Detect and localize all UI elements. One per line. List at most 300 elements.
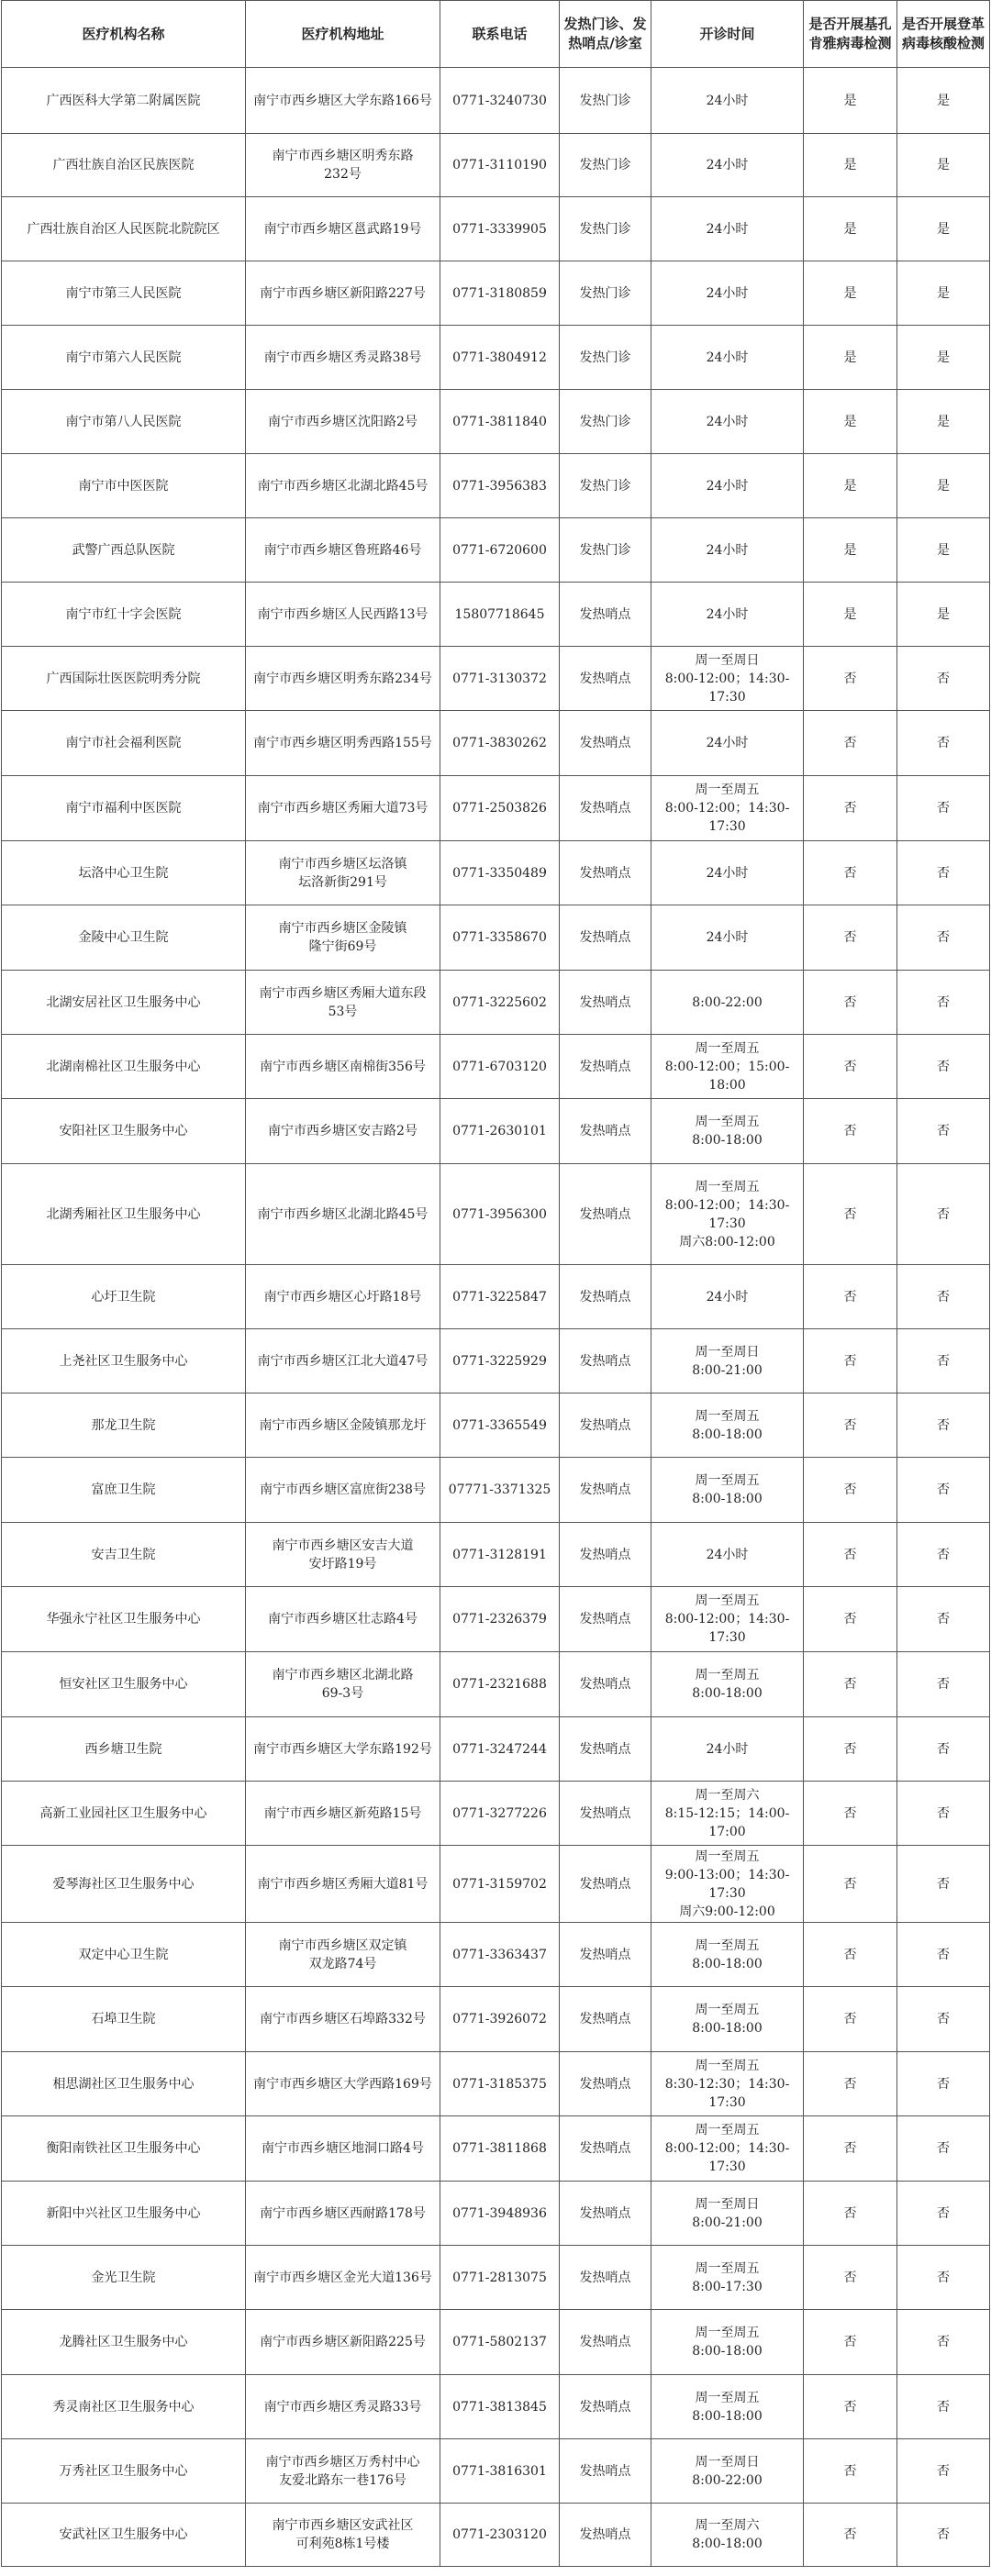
institution-name-cell: 相思湖社区卫生服务中心 — [2, 2052, 246, 2116]
clinic-type-cell: 发热哨点 — [560, 841, 651, 905]
table-row — [2, 1846, 990, 1923]
dengue-test-cell: 否 — [897, 1652, 990, 1717]
table-row — [2, 390, 990, 454]
address-cell: 南宁市西乡塘区富庶街238号 — [246, 1458, 440, 1523]
chikungunya-test-cell: 否 — [804, 1523, 897, 1587]
phone-cell: 0771-3926072 — [440, 1987, 560, 2052]
opening-hours-cell: 24小时 — [651, 1717, 804, 1782]
dengue-test-cell: 否 — [897, 647, 990, 711]
institution-name-cell: 安阳社区卫生服务中心 — [2, 1099, 246, 1164]
table-row — [2, 454, 990, 518]
clinic-type-cell: 发热门诊 — [560, 134, 651, 197]
dengue-test-cell: 否 — [897, 1846, 990, 1923]
medical-institutions-table — [1, 0, 990, 2567]
table-row — [2, 197, 990, 261]
table-row — [2, 1329, 990, 1393]
clinic-type-cell: 发热哨点 — [560, 1329, 651, 1393]
phone-cell: 0771-3956383 — [440, 454, 560, 518]
chikungunya-test-cell: 是 — [804, 261, 897, 326]
institution-name-cell: 南宁市红十字会医院 — [2, 583, 246, 647]
dengue-test-cell: 是 — [897, 68, 990, 134]
clinic-type-cell: 发热哨点 — [560, 1987, 651, 2052]
table-row — [2, 1458, 990, 1523]
table-body — [2, 68, 990, 2567]
address-cell: 南宁市西乡塘区壮志路4号 — [246, 1587, 440, 1652]
table-row — [2, 518, 990, 583]
opening-hours-cell: 周一至周五 8:00-12:00；14:30- 17:30 — [651, 2116, 804, 2182]
institution-name-cell: 北湖南棉社区卫生服务中心 — [2, 1035, 246, 1099]
opening-hours-cell: 周一至周五 8:00-18:00 — [651, 1987, 804, 2052]
address-cell: 南宁市西乡塘区地洞口路4号 — [246, 2116, 440, 2182]
table-header-row — [2, 1, 990, 68]
opening-hours-cell: 24小时 — [651, 454, 804, 518]
opening-hours-cell: 周一至周五 8:00-18:00 — [651, 1393, 804, 1458]
table-row — [2, 1099, 990, 1164]
opening-hours-cell: 周一至周五 8:00-12:00；14:30- 17:30 — [651, 776, 804, 841]
table-row — [2, 2504, 990, 2567]
chikungunya-test-cell: 否 — [804, 1987, 897, 2052]
opening-hours-cell: 24小时 — [651, 390, 804, 454]
clinic-type-cell: 发热哨点 — [560, 2375, 651, 2439]
clinic-type-cell: 发热门诊 — [560, 518, 651, 583]
phone-cell: 0771-3277226 — [440, 1782, 560, 1846]
phone-cell: 0771-2321688 — [440, 1652, 560, 1717]
chikungunya-test-cell: 否 — [804, 1587, 897, 1652]
phone-cell: 0771-3804912 — [440, 326, 560, 390]
institution-name-cell: 上尧社区卫生服务中心 — [2, 1329, 246, 1393]
clinic-type-cell: 发热门诊 — [560, 68, 651, 134]
table-row — [2, 2439, 990, 2504]
clinic-type-cell: 发热门诊 — [560, 261, 651, 326]
chikungunya-test-cell: 否 — [804, 2439, 897, 2504]
chikungunya-test-cell: 是 — [804, 326, 897, 390]
address-cell: 南宁市西乡塘区大学东路192号 — [246, 1717, 440, 1782]
chikungunya-test-cell: 否 — [804, 1717, 897, 1782]
institution-name-cell: 南宁市中医医院 — [2, 454, 246, 518]
chikungunya-test-cell: 否 — [804, 711, 897, 776]
phone-cell: 0771-3816301 — [440, 2439, 560, 2504]
institution-name-cell: 秀灵南社区卫生服务中心 — [2, 2375, 246, 2439]
institution-name-cell: 南宁市第八人民医院 — [2, 390, 246, 454]
dengue-test-cell: 否 — [897, 1782, 990, 1846]
dengue-test-cell: 是 — [897, 390, 990, 454]
clinic-type-cell: 发热哨点 — [560, 1458, 651, 1523]
chikungunya-test-cell: 否 — [804, 905, 897, 971]
clinic-type-cell: 发热哨点 — [560, 1523, 651, 1587]
opening-hours-cell: 周一至周日 8:00-12:00；14:30- 17:30 — [651, 647, 804, 711]
clinic-type-cell: 发热哨点 — [560, 2246, 651, 2310]
phone-cell: 0771-3180859 — [440, 261, 560, 326]
clinic-type-cell: 发热哨点 — [560, 583, 651, 647]
dengue-test-cell: 否 — [897, 2116, 990, 2182]
opening-hours-cell: 8:00-22:00 — [651, 971, 804, 1035]
clinic-type-cell: 发热哨点 — [560, 2310, 651, 2375]
phone-cell: 0771-6703120 — [440, 1035, 560, 1099]
table-row — [2, 2246, 990, 2310]
dengue-test-cell: 是 — [897, 197, 990, 261]
dengue-test-cell: 是 — [897, 134, 990, 197]
institution-name-cell: 龙腾社区卫生服务中心 — [2, 2310, 246, 2375]
chikungunya-test-cell: 是 — [804, 454, 897, 518]
table-row — [2, 1393, 990, 1458]
phone-cell: 0771-3185375 — [440, 2052, 560, 2116]
phone-cell: 0771-3225847 — [440, 1265, 560, 1329]
table-row — [2, 134, 990, 197]
address-cell: 南宁市西乡塘区西耐路178号 — [246, 2182, 440, 2246]
phone-cell: 0771-3225602 — [440, 971, 560, 1035]
dengue-test-cell: 是 — [897, 518, 990, 583]
dengue-test-cell: 否 — [897, 2182, 990, 2246]
clinic-type-cell: 发热哨点 — [560, 2052, 651, 2116]
table-row — [2, 68, 990, 134]
header-chikungunya-test: 是否开展基孔肯雅病毒检测 — [804, 1, 897, 68]
dengue-test-cell: 否 — [897, 1329, 990, 1393]
chikungunya-test-cell: 是 — [804, 134, 897, 197]
opening-hours-cell: 24小时 — [651, 583, 804, 647]
phone-cell: 0771-2630101 — [440, 1099, 560, 1164]
phone-cell: 0771-2813075 — [440, 2246, 560, 2310]
chikungunya-test-cell: 是 — [804, 390, 897, 454]
phone-cell: 0771-3110190 — [440, 134, 560, 197]
dengue-test-cell: 否 — [897, 2375, 990, 2439]
opening-hours-cell: 周一至周五 8:00-17:30 — [651, 2246, 804, 2310]
address-cell: 南宁市西乡塘区安吉大道 安圩路19号 — [246, 1523, 440, 1587]
address-cell: 南宁市西乡塘区北湖北路45号 — [246, 1164, 440, 1265]
opening-hours-cell: 周一至周五 8:00-12:00；15:00- 18:00 — [651, 1035, 804, 1099]
clinic-type-cell: 发热哨点 — [560, 647, 651, 711]
phone-cell: 0771-3339905 — [440, 197, 560, 261]
opening-hours-cell: 24小时 — [651, 134, 804, 197]
clinic-type-cell: 发热哨点 — [560, 1923, 651, 1987]
clinic-type-cell: 发热哨点 — [560, 1846, 651, 1923]
address-cell: 南宁市西乡塘区人民西路13号 — [246, 583, 440, 647]
clinic-type-cell: 发热哨点 — [560, 2116, 651, 2182]
dengue-test-cell: 否 — [897, 2310, 990, 2375]
chikungunya-test-cell: 否 — [804, 776, 897, 841]
opening-hours-cell: 周一至周五 8:00-18:00 — [651, 1652, 804, 1717]
clinic-type-cell: 发热门诊 — [560, 197, 651, 261]
chikungunya-test-cell: 否 — [804, 1393, 897, 1458]
chikungunya-test-cell: 否 — [804, 2052, 897, 2116]
header-institution-address: 医疗机构地址 — [246, 1, 440, 68]
clinic-type-cell: 发热哨点 — [560, 2439, 651, 2504]
dengue-test-cell: 是 — [897, 454, 990, 518]
institution-name-cell: 南宁市第三人民医院 — [2, 261, 246, 326]
address-cell: 南宁市西乡塘区双定镇 双龙路74号 — [246, 1923, 440, 1987]
opening-hours-cell: 24小时 — [651, 711, 804, 776]
institution-name-cell: 安吉卫生院 — [2, 1523, 246, 1587]
address-cell: 南宁市西乡塘区秀厢大道81号 — [246, 1846, 440, 1923]
dengue-test-cell: 否 — [897, 2504, 990, 2567]
address-cell: 南宁市西乡塘区北湖北路 69-3号 — [246, 1652, 440, 1717]
opening-hours-cell: 24小时 — [651, 518, 804, 583]
chikungunya-test-cell: 否 — [804, 1923, 897, 1987]
dengue-test-cell: 否 — [897, 2439, 990, 2504]
table-row — [2, 1782, 990, 1846]
clinic-type-cell: 发热哨点 — [560, 1717, 651, 1782]
address-cell: 南宁市西乡塘区大学东路166号 — [246, 68, 440, 134]
address-cell: 南宁市西乡塘区江北大道47号 — [246, 1329, 440, 1393]
address-cell: 南宁市西乡塘区金光大道136号 — [246, 2246, 440, 2310]
address-cell: 南宁市西乡塘区新阳路225号 — [246, 2310, 440, 2375]
clinic-type-cell: 发热哨点 — [560, 905, 651, 971]
header-contact-phone: 联系电话 — [440, 1, 560, 68]
table-row — [2, 2182, 990, 2246]
clinic-type-cell: 发热哨点 — [560, 1782, 651, 1846]
phone-cell: 0771-3956300 — [440, 1164, 560, 1265]
opening-hours-cell: 周一至周五 8:00-18:00 — [651, 1099, 804, 1164]
address-cell: 南宁市西乡塘区南棉街356号 — [246, 1035, 440, 1099]
phone-cell: 0771-3128191 — [440, 1523, 560, 1587]
table-row — [2, 583, 990, 647]
dengue-test-cell: 否 — [897, 2052, 990, 2116]
phone-cell: 0771-3159702 — [440, 1846, 560, 1923]
phone-cell: 0771-3948936 — [440, 2182, 560, 2246]
address-cell: 南宁市西乡塘区北湖北路45号 — [246, 454, 440, 518]
opening-hours-cell: 周一至周六 8:15-12:15；14:00- 17:00 — [651, 1782, 804, 1846]
institution-name-cell: 那龙卫生院 — [2, 1393, 246, 1458]
clinic-type-cell: 发热哨点 — [560, 711, 651, 776]
opening-hours-cell: 周一至周五 8:00-18:00 — [651, 2375, 804, 2439]
header-opening-hours: 开诊时间 — [651, 1, 804, 68]
phone-cell: 0771-3830262 — [440, 711, 560, 776]
table-row — [2, 905, 990, 971]
dengue-test-cell: 否 — [897, 1523, 990, 1587]
address-cell: 南宁市西乡塘区金陵镇那龙圩 — [246, 1393, 440, 1458]
opening-hours-cell: 周一至周日 8:00-22:00 — [651, 2439, 804, 2504]
address-cell: 南宁市西乡塘区明秀东路234号 — [246, 647, 440, 711]
clinic-type-cell: 发热哨点 — [560, 1652, 651, 1717]
clinic-type-cell: 发热哨点 — [560, 1393, 651, 1458]
address-cell: 南宁市西乡塘区心圩路18号 — [246, 1265, 440, 1329]
table-row — [2, 711, 990, 776]
header-clinic-type: 发热门诊、发热哨点/诊室 — [560, 1, 651, 68]
dengue-test-cell: 否 — [897, 1458, 990, 1523]
table-row — [2, 2052, 990, 2116]
dengue-test-cell: 否 — [897, 1987, 990, 2052]
institution-name-cell: 北湖安居社区卫生服务中心 — [2, 971, 246, 1035]
opening-hours-cell: 周一至周五 8:00-12:00；14:30- 17:30 — [651, 1587, 804, 1652]
institution-name-cell: 西乡塘卫生院 — [2, 1717, 246, 1782]
opening-hours-cell: 24小时 — [651, 905, 804, 971]
institution-name-cell: 双定中心卫生院 — [2, 1923, 246, 1987]
clinic-type-cell: 发热哨点 — [560, 1099, 651, 1164]
dengue-test-cell: 否 — [897, 2246, 990, 2310]
phone-cell: 0771-3130372 — [440, 647, 560, 711]
opening-hours-cell: 24小时 — [651, 261, 804, 326]
dengue-test-cell: 否 — [897, 1717, 990, 1782]
clinic-type-cell: 发热哨点 — [560, 1164, 651, 1265]
opening-hours-cell: 24小时 — [651, 326, 804, 390]
dengue-test-cell: 否 — [897, 971, 990, 1035]
institution-name-cell: 衡阳南铁社区卫生服务中心 — [2, 2116, 246, 2182]
address-cell: 南宁市西乡塘区秀厢大道73号 — [246, 776, 440, 841]
clinic-type-cell: 发热哨点 — [560, 1265, 651, 1329]
phone-cell: 0771-3240730 — [440, 68, 560, 134]
institution-name-cell: 石埠卫生院 — [2, 1987, 246, 2052]
dengue-test-cell: 否 — [897, 905, 990, 971]
opening-hours-cell: 周一至周五 8:00-18:00 — [651, 2310, 804, 2375]
chikungunya-test-cell: 否 — [804, 2310, 897, 2375]
address-cell: 南宁市西乡塘区石埠路332号 — [246, 1987, 440, 2052]
opening-hours-cell: 周一至周日 8:00-21:00 — [651, 2182, 804, 2246]
dengue-test-cell: 否 — [897, 1265, 990, 1329]
chikungunya-test-cell: 否 — [804, 1035, 897, 1099]
table-row — [2, 1987, 990, 2052]
table-row — [2, 2375, 990, 2439]
table-row — [2, 2310, 990, 2375]
table-row — [2, 1717, 990, 1782]
dengue-test-cell: 是 — [897, 261, 990, 326]
table-row — [2, 971, 990, 1035]
chikungunya-test-cell: 是 — [804, 583, 897, 647]
institution-name-cell: 金光卫生院 — [2, 2246, 246, 2310]
chikungunya-test-cell: 否 — [804, 1846, 897, 1923]
address-cell: 南宁市西乡塘区安武社区 可利苑8栋1号楼 — [246, 2504, 440, 2567]
chikungunya-test-cell: 否 — [804, 1164, 897, 1265]
chikungunya-test-cell: 否 — [804, 1265, 897, 1329]
phone-cell: 0771-2303120 — [440, 2504, 560, 2567]
phone-cell: 0771-3363437 — [440, 1923, 560, 1987]
table-row — [2, 1652, 990, 1717]
opening-hours-cell: 24小时 — [651, 68, 804, 134]
institution-name-cell: 南宁市第六人民医院 — [2, 326, 246, 390]
dengue-test-cell: 否 — [897, 1923, 990, 1987]
opening-hours-cell: 周一至周五 8:30-12:30；14:30- 17:30 — [651, 2052, 804, 2116]
institution-name-cell: 广西国际壮医医院明秀分院 — [2, 647, 246, 711]
phone-cell: 0771-3225929 — [440, 1329, 560, 1393]
table-row — [2, 1265, 990, 1329]
clinic-type-cell: 发热门诊 — [560, 390, 651, 454]
opening-hours-cell: 24小时 — [651, 1265, 804, 1329]
chikungunya-test-cell: 是 — [804, 197, 897, 261]
table-row — [2, 841, 990, 905]
header-institution-name: 医疗机构名称 — [2, 1, 246, 68]
address-cell: 南宁市西乡塘区鲁班路46号 — [246, 518, 440, 583]
institution-name-cell: 北湖秀厢社区卫生服务中心 — [2, 1164, 246, 1265]
phone-cell: 0771-2503826 — [440, 776, 560, 841]
chikungunya-test-cell: 否 — [804, 2182, 897, 2246]
phone-cell: 15807718645 — [440, 583, 560, 647]
table-row — [2, 776, 990, 841]
clinic-type-cell: 发热哨点 — [560, 2504, 651, 2567]
phone-cell: 07771-3371325 — [440, 1458, 560, 1523]
clinic-type-cell: 发热哨点 — [560, 971, 651, 1035]
institution-name-cell: 恒安社区卫生服务中心 — [2, 1652, 246, 1717]
dengue-test-cell: 否 — [897, 1393, 990, 1458]
opening-hours-cell: 周一至周六 8:00-18:00 — [651, 2504, 804, 2567]
institution-name-cell: 金陵中心卫生院 — [2, 905, 246, 971]
chikungunya-test-cell: 否 — [804, 2375, 897, 2439]
chikungunya-test-cell: 否 — [804, 2116, 897, 2182]
institution-name-cell: 武警广西总队医院 — [2, 518, 246, 583]
phone-cell: 0771-3365549 — [440, 1393, 560, 1458]
phone-cell: 0771-2326379 — [440, 1587, 560, 1652]
chikungunya-test-cell: 否 — [804, 1458, 897, 1523]
institution-name-cell: 广西壮族自治区人民医院北院院区 — [2, 197, 246, 261]
opening-hours-cell: 周一至周日 8:00-21:00 — [651, 1329, 804, 1393]
phone-cell: 0771-3811868 — [440, 2116, 560, 2182]
address-cell: 南宁市西乡塘区邕武路19号 — [246, 197, 440, 261]
dengue-test-cell: 是 — [897, 326, 990, 390]
table-row — [2, 1587, 990, 1652]
address-cell: 南宁市西乡塘区大学西路169号 — [246, 2052, 440, 2116]
clinic-type-cell: 发热哨点 — [560, 1587, 651, 1652]
phone-cell: 0771-3813845 — [440, 2375, 560, 2439]
table-row — [2, 1523, 990, 1587]
phone-cell: 0771-5802137 — [440, 2310, 560, 2375]
clinic-type-cell: 发热门诊 — [560, 326, 651, 390]
dengue-test-cell: 否 — [897, 776, 990, 841]
address-cell: 南宁市西乡塘区明秀东路 232号 — [246, 134, 440, 197]
chikungunya-test-cell: 否 — [804, 2504, 897, 2567]
institution-name-cell: 新阳中兴社区卫生服务中心 — [2, 2182, 246, 2246]
address-cell: 南宁市西乡塘区金陵镇 隆宁街69号 — [246, 905, 440, 971]
institution-name-cell: 南宁市社会福利医院 — [2, 711, 246, 776]
institution-name-cell: 广西壮族自治区民族医院 — [2, 134, 246, 197]
address-cell: 南宁市西乡塘区沈阳路2号 — [246, 390, 440, 454]
clinic-type-cell: 发热哨点 — [560, 776, 651, 841]
opening-hours-cell: 24小时 — [651, 841, 804, 905]
dengue-test-cell: 否 — [897, 841, 990, 905]
table-row — [2, 1164, 990, 1265]
opening-hours-cell: 周一至周五 8:00-18:00 — [651, 1458, 804, 1523]
opening-hours-cell: 24小时 — [651, 1523, 804, 1587]
opening-hours-cell: 周一至周五 8:00-18:00 — [651, 1923, 804, 1987]
phone-cell: 0771-3358670 — [440, 905, 560, 971]
table-row — [2, 1035, 990, 1099]
institution-name-cell: 南宁市福利中医医院 — [2, 776, 246, 841]
dengue-test-cell: 是 — [897, 583, 990, 647]
address-cell: 南宁市西乡塘区坛洛镇 坛洛新街291号 — [246, 841, 440, 905]
chikungunya-test-cell: 否 — [804, 1652, 897, 1717]
dengue-test-cell: 否 — [897, 1587, 990, 1652]
institution-name-cell: 万秀社区卫生服务中心 — [2, 2439, 246, 2504]
dengue-test-cell: 否 — [897, 1035, 990, 1099]
institution-name-cell: 心圩卫生院 — [2, 1265, 246, 1329]
chikungunya-test-cell: 否 — [804, 1099, 897, 1164]
chikungunya-test-cell: 是 — [804, 68, 897, 134]
institution-name-cell: 华强永宁社区卫生服务中心 — [2, 1587, 246, 1652]
phone-cell: 0771-3811840 — [440, 390, 560, 454]
chikungunya-test-cell: 否 — [804, 2246, 897, 2310]
chikungunya-test-cell: 否 — [804, 971, 897, 1035]
address-cell: 南宁市西乡塘区新阳路227号 — [246, 261, 440, 326]
chikungunya-test-cell: 否 — [804, 647, 897, 711]
institution-name-cell: 富庶卫生院 — [2, 1458, 246, 1523]
table-row — [2, 2116, 990, 2182]
address-cell: 南宁市西乡塘区秀厢大道东段 53号 — [246, 971, 440, 1035]
dengue-test-cell: 否 — [897, 1164, 990, 1265]
chikungunya-test-cell: 是 — [804, 518, 897, 583]
address-cell: 南宁市西乡塘区明秀西路155号 — [246, 711, 440, 776]
table-row — [2, 1923, 990, 1987]
opening-hours-cell: 周一至周五 8:00-12:00；14:30- 17:30 周六8:00-12:00 — [651, 1164, 804, 1265]
institution-name-cell: 坛洛中心卫生院 — [2, 841, 246, 905]
address-cell: 南宁市西乡塘区万秀村中心 友爱北路东一巷176号 — [246, 2439, 440, 2504]
phone-cell: 0771-3350489 — [440, 841, 560, 905]
address-cell: 南宁市西乡塘区秀灵路33号 — [246, 2375, 440, 2439]
institution-name-cell: 高新工业园社区卫生服务中心 — [2, 1782, 246, 1846]
clinic-type-cell: 发热哨点 — [560, 1035, 651, 1099]
chikungunya-test-cell: 否 — [804, 1782, 897, 1846]
chikungunya-test-cell: 否 — [804, 1329, 897, 1393]
chikungunya-test-cell: 否 — [804, 841, 897, 905]
dengue-test-cell: 否 — [897, 711, 990, 776]
address-cell: 南宁市西乡塘区安吉路2号 — [246, 1099, 440, 1164]
phone-cell: 0771-6720600 — [440, 518, 560, 583]
clinic-type-cell: 发热哨点 — [560, 2182, 651, 2246]
